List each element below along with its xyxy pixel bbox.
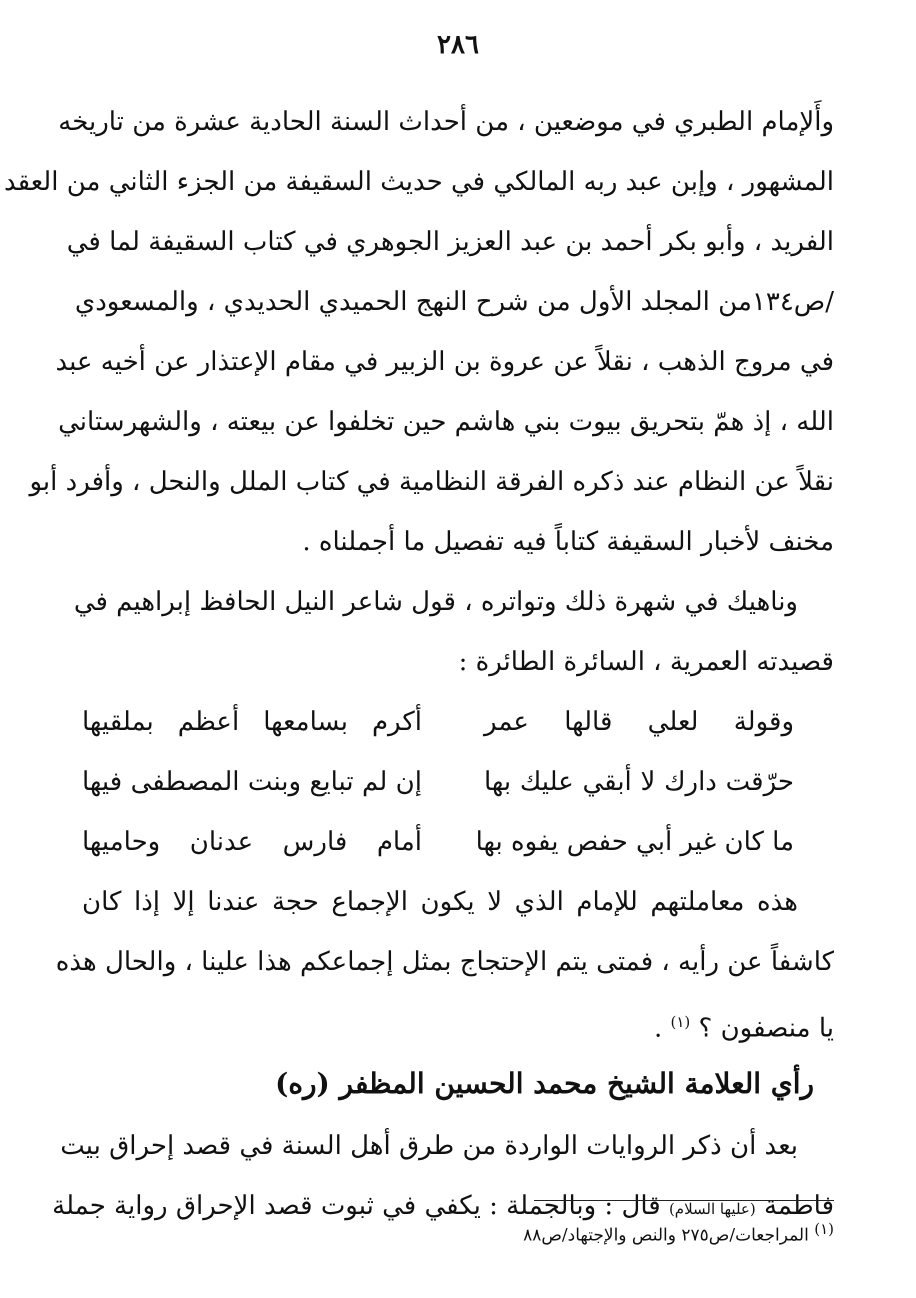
honorific-note: (عليها السلام) bbox=[668, 1200, 756, 1218]
text-line: /ص١٣٤من المجلد الأول من شرح النهج الحميدي الحديدي ، والمسعودي bbox=[74, 287, 834, 317]
footnote-marker: (١) bbox=[814, 1220, 834, 1238]
footnote bbox=[523, 1216, 834, 1249]
last-line-end: . bbox=[653, 1013, 663, 1044]
paragraph-poet-intro bbox=[73, 572, 834, 692]
text-line: بعد أن ذكر الروايات الواردة من طرق أهل السنة في قصد إحراق بيت bbox=[60, 1131, 798, 1161]
paragraph-consensus bbox=[55, 872, 834, 1052]
text-fragment: قال : وبالجملة : يكفي في ثبوت قصد الإحراق رواية جملة bbox=[52, 1191, 661, 1221]
page-body bbox=[3, 92, 834, 1236]
footnote-divider bbox=[534, 1200, 834, 1201]
poem-block bbox=[82, 692, 834, 872]
last-line-text: يا منصفون ؟ bbox=[698, 1013, 834, 1044]
page-number: ٢٨٦ bbox=[437, 30, 479, 60]
poem-verse bbox=[82, 692, 834, 752]
text-line: مخنف لأخبار السقيفة كتاباً فيه تفصيل ما أجملناه . bbox=[302, 527, 834, 557]
poem-second-hemistich: إن لم تبايع وبنت المصطفى فيها bbox=[82, 767, 422, 797]
poem-verse bbox=[82, 812, 834, 872]
footnote-reference[interactable]: (١) bbox=[670, 1013, 691, 1031]
text-line: الله ، إذ همّ بتحريق بيوت بني هاشم حين تخلفوا عن بيعته ، والشهرستاني bbox=[58, 407, 834, 437]
text-line: كاشفاً عن رأيه ، فمتى يتم الإحتجاج بمثل إجماعكم هذا علينا ، والحال هذه bbox=[55, 947, 834, 977]
text-line: وأَلإمام الطبري في موضعين ، من أحداث السنة الحادية عشرة من تاريخه bbox=[58, 107, 834, 137]
poem-second-hemistich: أمام فارس عدنان وحاميها bbox=[82, 827, 422, 857]
poem-verse bbox=[82, 752, 834, 812]
text-line: في مروج الذهب ، نقلاً عن عروة بن الزبير في مقام الإعتذار عن أخيه عبد bbox=[55, 347, 834, 377]
paragraph-sources bbox=[3, 92, 834, 572]
section-heading: رأي العلامة الشيخ محمد الحسين المظفر (ره) bbox=[275, 1067, 814, 1100]
text-fragment: فاطمة bbox=[763, 1191, 834, 1221]
poem-first-hemistich: حرّقت دارك لا أبقي عليك بها bbox=[484, 767, 794, 797]
text-line: هذه معاملتهم للإمام الذي لا يكون الإجماع حجة عندنا إلا إذا كان bbox=[82, 887, 798, 917]
text-line bbox=[82, 992, 834, 1052]
poem-second-hemistich: أكرم بسامعها أعظم بملقيها bbox=[82, 707, 422, 737]
text-line: الفريد ، وأبو بكر أحمد بن عبد العزيز الجوهري في كتاب السقيفة لما في bbox=[66, 227, 834, 257]
footnote-text: المراجعات/ص٢٧٥ والنص والإجتهاد/ص٨٨ bbox=[523, 1225, 809, 1246]
text-line: وناهيك في شهرة ذلك وتواتره ، قول شاعر النيل الحافظ إبراهيم في bbox=[73, 587, 798, 617]
poem-first-hemistich: ما كان غير أبي حفص يفوه بها bbox=[475, 827, 794, 857]
text-line: نقلاً عن النظام عند ذكره الفرقة النظامية في كتاب الملل والنحل ، وأفرد أبو bbox=[29, 467, 834, 497]
text-line: المشهور ، وإبن عبد ربه المالكي في حديث السقيفة من الجزء الثاني من العقد bbox=[3, 167, 834, 197]
text-line: قصيدته العمرية ، السائرة الطائرة : bbox=[458, 647, 834, 677]
poem-first-hemistich: وقولة لعلي قالها عمر bbox=[484, 707, 794, 737]
